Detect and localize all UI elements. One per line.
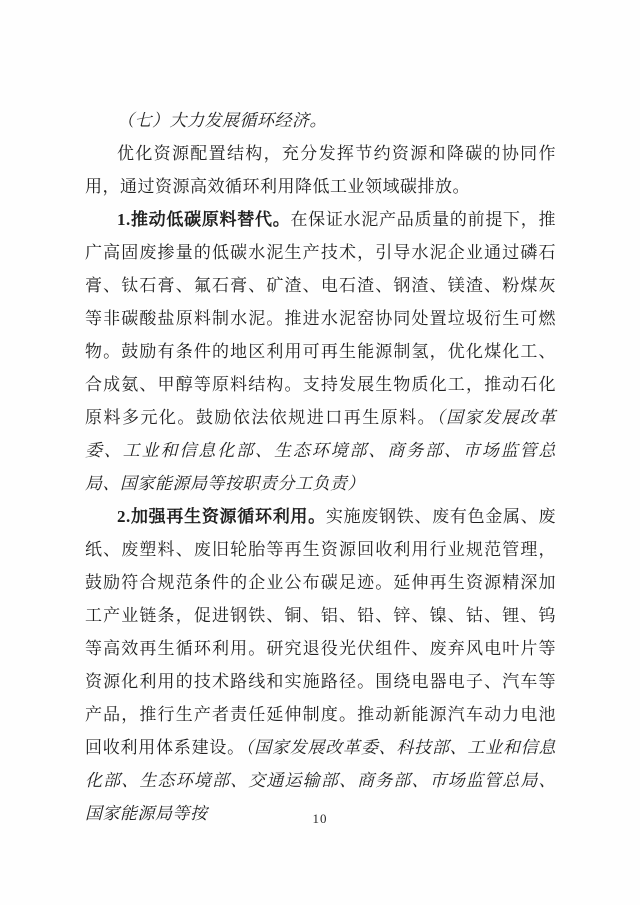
item-1-attribution: （国家发展改革委、工业和信息化部、生态环境部、商务部、市场监管总局、国家能源局等按职责分工负责）: [85, 408, 557, 493]
item-2-label: 2.加强再生资源循环利用。: [117, 507, 326, 526]
item-2-attribution: （国家发展改革委、科技部、工业和信息化部、生态环境部、交通运输部、商务部、市场监管总局、国家能源局等按: [85, 738, 557, 823]
paragraph-intro: 优化资源配置结构，充分发挥节约资源和降碳的协同作用，通过资源高效循环利用降低工业领域碳排放。: [85, 144, 556, 196]
document-content: [85, 104, 556, 830]
page-number: 10: [312, 811, 328, 826]
item-2-body: 实施废钢铁、废有色金属、废纸、废塑料、废旧轮胎等再生资源回收利用行业规范管理，鼓励符合规范条件的企业公布碳足迹。延伸再生资源精深加工产业链条，促进钢铁、铜、铝、铅、锌、镍、钴、锂、钨等高效再生循环利用。研究退役光伏组件、废弃风电叶片等资源化利用的技术路线和实施路径。围绕电器电子、汽车等产品，推行生产者责任延伸制度。推动新能源汽车动力电池回收利用体系建设。: [85, 507, 556, 757]
section-heading: （七）大力发展循环经济。: [117, 111, 327, 130]
item-1-body: 在保证水泥产品质量的前提下，推广高固废掺量的低碳水泥生产技术，引导水泥企业通过磷石膏、钛石膏、氟石膏、矿渣、电石渣、钢渣、镁渣、粉煤灰等非碳酸盐原料制水泥。推进水泥窑协同处置垃圾衍生可燃物。鼓励有条件的地区利用可再生能源制氢，优化煤化工、合成氨、甲醇等原料结构。支持发展生物质化工，推动石化原料多元化。鼓励依法依规进口再生原料。: [85, 210, 556, 427]
item-1-label: 1.推动低碳原料替代。: [117, 210, 291, 229]
paragraph-item-2: [85, 500, 556, 830]
paragraph-item-1: [85, 203, 556, 500]
